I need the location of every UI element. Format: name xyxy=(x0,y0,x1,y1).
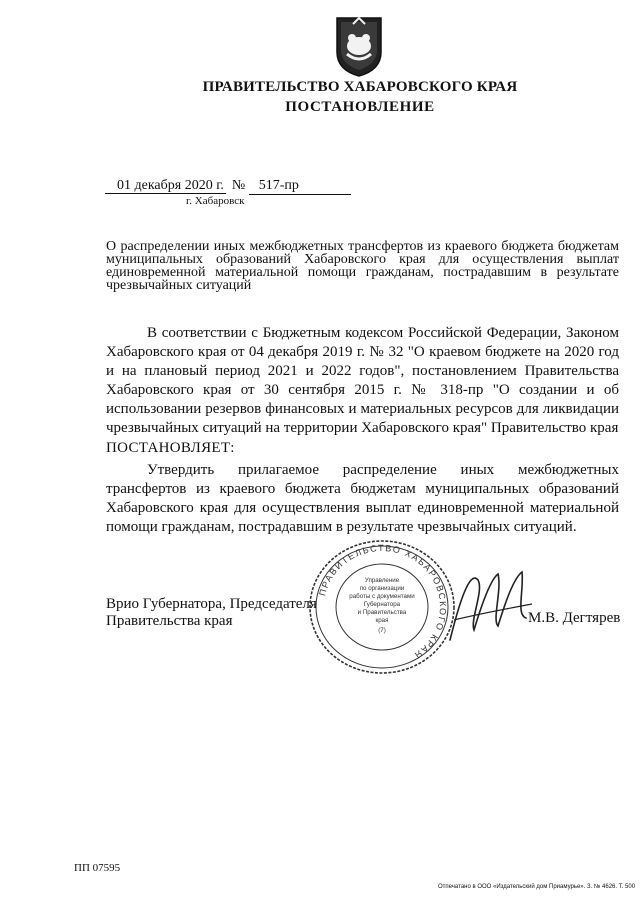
stamp-line: края xyxy=(375,617,389,624)
stamp-line: (7) xyxy=(378,627,386,634)
preamble-paragraph: В соответствии с Бюджетным кодексом Российской Федерации, Законом Хабаровского края от 04 декабря 2019 г. № 32 "О краевом бюджете на 2020 год и на плановый период 2021 и 2022 годов", постановлением Правительства Хабаровского края от 30 сентября 2015 г. № 318-пр "О создании и об использовании резервов финансовых и материальных ресурсов для ликвидации чрезвычайных ситуаций на территории Хабаровского края" Правительство края xyxy=(106,325,619,436)
printer-note: Отпечатано в ООО «Издательский дом Приамурье». З. № 4626. Т. 500 xyxy=(438,884,636,890)
stamp-line: работы с документами xyxy=(349,593,415,600)
stamp-line: по организации xyxy=(359,585,405,592)
signer-name: М.В. Дегтярев xyxy=(528,610,621,626)
document-city: г. Хабаровск xyxy=(186,195,245,207)
number-sign: № xyxy=(231,178,246,193)
stamp-line: и Правительства xyxy=(357,609,407,616)
handwritten-signature xyxy=(440,560,540,650)
decision-paragraph: Утвердить прилагаемое распределение иных межбюджетных трансфертов из краевого бюджета бюджетам муниципальных образований Хабаровского края для осуществления выплат единовременной материальной помощи гражданам, пострадавшим в результате чрезвычайных ситуаций. xyxy=(106,462,619,535)
stamp-line: Губернатора xyxy=(363,601,401,608)
official-stamp xyxy=(306,538,458,676)
government-title: ПРАВИТЕЛЬСТВО ХАБАРОВСКОГО КРАЯ xyxy=(202,79,518,95)
signer-position-line: Врио Губернатора, Председателя xyxy=(106,596,317,612)
document-type: ПОСТАНОВЛЕНИЕ xyxy=(285,99,435,115)
document-subject: О распределении иных межбюджетных трансфертов из краевого бюджета бюджетам муниципальных образований Хабаровского края для осуществления выплат единовременной материальной помощи гражданам, пострадавшим в результате чрезвычайных ситуаций xyxy=(106,239,619,293)
signer-position xyxy=(106,596,317,630)
resolve-heading: ПОСТАНОВЛЯЕТ: xyxy=(106,440,235,456)
date-number-line xyxy=(105,178,351,195)
signer-position-line: Правительства края xyxy=(106,613,233,629)
document-code: ПП 07595 xyxy=(74,862,121,874)
khabarovsk-emblem-icon xyxy=(333,14,385,78)
stamp-ring-text: ПРАВИТЕЛЬСТВО ХАБАРОВСКОГО КРАЯ xyxy=(317,542,449,662)
document-date: 01 декабря 2020 г. xyxy=(105,178,226,194)
document-number: 517-пр xyxy=(249,178,351,195)
stamp-line: Управление xyxy=(364,577,400,584)
